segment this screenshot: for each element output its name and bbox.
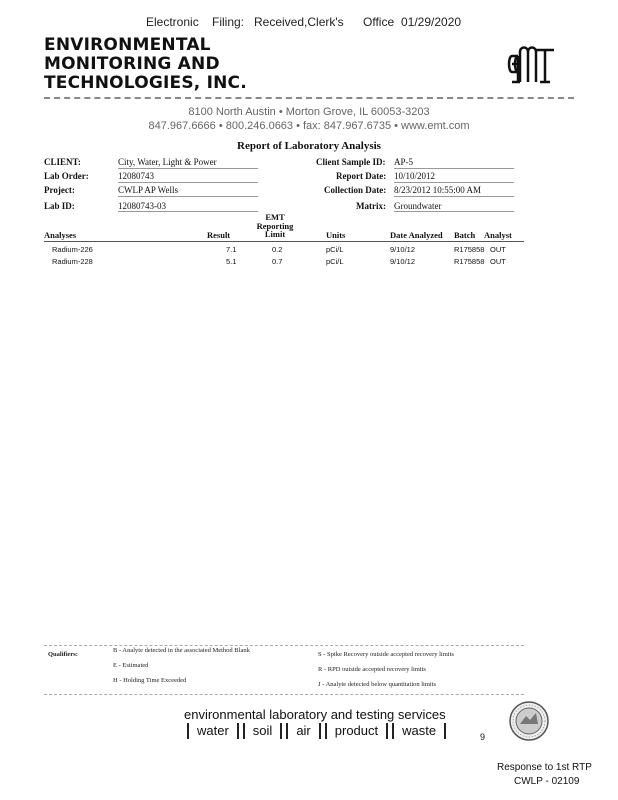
- filing-office: Office: [363, 15, 395, 29]
- page-number: 9: [480, 732, 486, 742]
- row1-limit: 0.2: [272, 245, 283, 254]
- qualifiers-bottom-rule: [44, 694, 524, 695]
- service-waste: waste: [392, 723, 446, 739]
- filing-date: 01/29/2020: [401, 15, 462, 29]
- matrix-value: Groundwater: [394, 201, 442, 211]
- company-name-line3: TECHNOLOGIES, INC.: [44, 73, 247, 93]
- row1-units: pCi/L: [326, 245, 344, 254]
- report-date-underline: [394, 182, 514, 183]
- lab-order-value: 12080743: [118, 171, 154, 181]
- row2-analyst: OUT: [490, 257, 506, 266]
- filing-filing: Filing:: [212, 15, 245, 29]
- client-sample-underline: [394, 168, 514, 169]
- lab-id-value: 12080743-03: [118, 201, 166, 211]
- client-sample-id-label: Client Sample ID:: [316, 157, 386, 167]
- client-underline: [118, 168, 258, 169]
- row2-analyte: Radium-228: [52, 257, 93, 266]
- lab-order-label: Lab Order:: [44, 171, 89, 181]
- qualifier-b: B - Analyte detected in the associated Method Blank: [113, 647, 250, 654]
- row2-units: pCi/L: [326, 257, 344, 266]
- lab-order-underline: [118, 182, 258, 183]
- service-air: air: [286, 723, 320, 739]
- service-soil: soil: [243, 723, 283, 739]
- services-tagline: environmental laboratory and testing services: [184, 707, 446, 722]
- report-title: Report of Laboratory Analysis: [237, 140, 381, 152]
- company-name-line2: MONITORING AND: [44, 54, 220, 74]
- services-list: [187, 722, 450, 740]
- company-contact: 847.967.6666 • 800.246.0663 • fax: 847.967.6735 • www.emt.com: [148, 120, 470, 132]
- col-analyses: Analyses: [44, 230, 77, 240]
- col-units: Units: [326, 230, 346, 240]
- row1-analyte: Radium-226: [52, 245, 93, 254]
- project-underline: [118, 196, 258, 197]
- collection-date-value: 8/23/2012 10:55:00 AM: [394, 185, 482, 195]
- col-analyst: Analyst: [484, 230, 512, 240]
- company-address: 8100 North Austin • Morton Grove, IL 60053-3203: [188, 106, 430, 118]
- qualifier-h: H - Holding Time Exceeded: [113, 677, 187, 684]
- qualifiers-label: Qualifiers:: [48, 651, 78, 658]
- filing-received: Received,Clerk's: [254, 15, 344, 29]
- report-date-label: Report Date:: [336, 171, 387, 181]
- table-header-rule: [44, 241, 524, 242]
- company-name-line1: ENVIRONMENTAL: [44, 35, 211, 55]
- row2-limit: 0.7: [272, 257, 283, 266]
- report-date-value: 10/10/2012: [394, 171, 436, 181]
- matrix-underline: [394, 211, 514, 212]
- row1-batch: R175858: [454, 245, 485, 254]
- filing-electronic: Electronic: [146, 15, 199, 29]
- accreditation-seal-icon: [508, 700, 550, 742]
- col-limit: Limit: [264, 229, 286, 239]
- client-value: City, Water, Light & Power: [118, 157, 217, 167]
- col-reporting-limit: [252, 213, 298, 239]
- row2-result: 5.1: [226, 257, 237, 266]
- qualifier-j: J - Analyte detected below quantitation limits: [318, 681, 437, 688]
- matrix-label: Matrix:: [356, 201, 386, 211]
- row1-result: 7.1: [226, 245, 237, 254]
- project-value: CWLP AP Wells: [118, 185, 178, 195]
- row2-date: 9/10/12: [390, 257, 416, 266]
- collection-date-underline: [394, 196, 514, 197]
- qualifiers-top-rule: [44, 645, 524, 646]
- lab-id-underline: [118, 211, 258, 212]
- col-result: Result: [207, 230, 231, 240]
- qualifier-e: E - Estimated: [113, 662, 149, 669]
- service-water: water: [187, 723, 239, 739]
- row1-date: 9/10/12: [390, 245, 416, 254]
- lab-id-label: Lab ID:: [44, 201, 75, 211]
- project-label: Project:: [44, 185, 75, 195]
- client-label: CLIENT:: [44, 157, 81, 167]
- header-rule: [44, 97, 574, 99]
- qualifier-s: S - Spike Recovery outside accepted recovery limits: [318, 651, 454, 658]
- col-batch: Batch: [454, 230, 476, 240]
- client-sample-id-value: AP-5: [394, 157, 414, 167]
- collection-date-label: Collection Date:: [324, 185, 387, 195]
- footer-response: Response to 1st RTP: [497, 762, 592, 773]
- service-product: product: [325, 723, 388, 739]
- col-reporting: Reporting: [256, 220, 294, 231]
- col-date-analyzed: Date Analyzed: [390, 230, 443, 240]
- row2-batch: R175858: [454, 257, 485, 266]
- row1-analyst: OUT: [490, 245, 506, 254]
- col-emt: EMT: [265, 212, 285, 222]
- qualifier-r: R - RPD outside accepted recovery limits: [318, 666, 426, 673]
- emt-logo-icon: [506, 42, 558, 86]
- footer-bates: CWLP - 02109: [514, 776, 580, 787]
